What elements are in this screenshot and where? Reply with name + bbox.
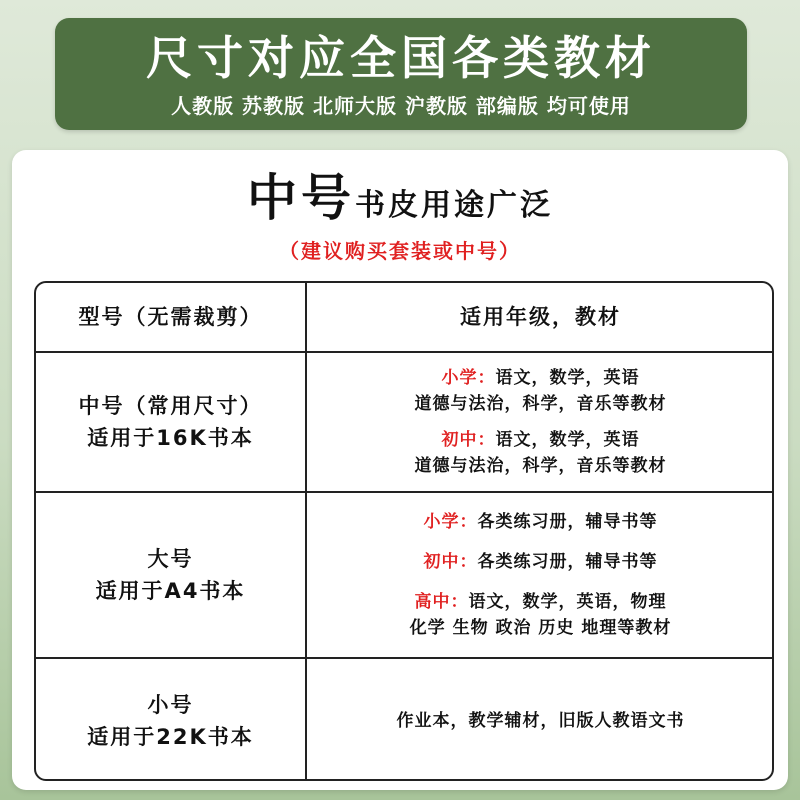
- usage-line: [442, 427, 640, 453]
- heading-text: 书皮用途广泛: [355, 188, 553, 223]
- size-cell-medium: [36, 353, 307, 491]
- size-name-large: 大号: [147, 547, 194, 571]
- usage-text: 各类练习册，辅导书等: [477, 552, 658, 572]
- top-banner: [55, 18, 747, 130]
- usage-line: 道德与法治，科学，音乐等教材: [414, 394, 667, 414]
- size-name-medium: 中号（常用尺寸）: [78, 394, 263, 418]
- main-heading: [12, 168, 788, 240]
- purchase-advice: （建议购买套装或中号）: [279, 239, 521, 263]
- table-row-medium: [36, 353, 772, 493]
- usage-line: 作业本，教学辅材，旧版人教语文书: [396, 711, 685, 731]
- usage-line: [424, 509, 658, 535]
- usage-cell-small: [309, 659, 772, 781]
- size-name-small: 小号: [147, 693, 194, 717]
- usage-line: 化学 生物 政治 历史 地理等教材: [409, 618, 672, 638]
- usage-line: [415, 589, 667, 615]
- size-cell-large: [36, 493, 307, 657]
- header-cell-model: [36, 283, 307, 351]
- level-label: 初中：: [441, 430, 496, 450]
- usage-line: 道德与法治，科学，音乐等教材: [414, 456, 667, 476]
- table-header-row: [36, 283, 772, 353]
- header-cell-usage: [309, 283, 772, 351]
- size-cell-small: [36, 659, 307, 781]
- banner-subtitle: 人教版 苏教版 北师大版 沪教版 部编版 均可使用: [171, 94, 631, 118]
- usage-line: [442, 365, 640, 391]
- level-label: 小学：: [441, 368, 496, 388]
- usage-text: 语文，数学，英语，物理: [468, 592, 667, 612]
- level-label: 初中：: [423, 552, 478, 572]
- table-row-small: [36, 659, 772, 781]
- header-usage: 适用年级，教材: [460, 305, 621, 329]
- heading-size: 中号: [247, 169, 355, 227]
- usage-text: 各类练习册，辅导书等: [477, 512, 658, 532]
- table-row-large: [36, 493, 772, 659]
- usage-line: [424, 549, 658, 575]
- size-fit-medium: 适用于16K书本: [87, 426, 254, 450]
- content-card: [12, 150, 788, 790]
- banner-title: 尺寸对应全国各类教材: [146, 31, 656, 85]
- size-fit-small: 适用于22K书本: [87, 725, 254, 749]
- size-table: [34, 281, 774, 781]
- level-label: 高中：: [414, 592, 469, 612]
- size-fit-large: 适用于A4书本: [95, 579, 246, 603]
- usage-cell-large: [309, 493, 772, 657]
- header-model: 型号（无需裁剪）: [78, 305, 263, 329]
- usage-text: 语文，数学，英语: [495, 430, 640, 450]
- level-label: 小学：: [423, 512, 478, 532]
- usage-text: 语文，数学，英语: [495, 368, 640, 388]
- usage-cell-medium: [309, 353, 772, 491]
